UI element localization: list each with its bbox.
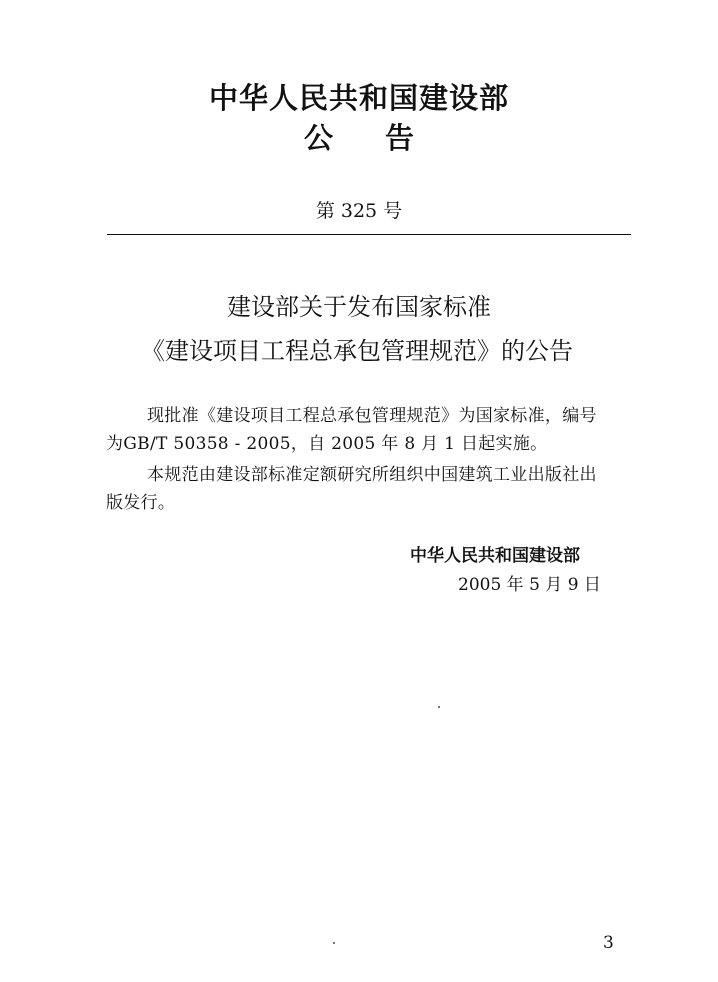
- scan-speck: [333, 942, 335, 944]
- body-paragraph-1-line-1: 现批准《建设项目工程总承包管理规范》为国家标准，编号: [147, 406, 597, 426]
- signing-authority: 中华人民共和国建设部: [410, 546, 580, 566]
- notice-number: 第 325 号: [315, 200, 403, 222]
- subject-line-2: 《建设项目工程总承包管理规范》的公告: [141, 337, 573, 365]
- body-paragraph-1-line-2: 为GB/T 50358 - 2005，自 2005 年 8 月 1 日起实施。: [106, 434, 548, 454]
- scan-speck: [438, 706, 440, 708]
- page-number: 3: [603, 933, 614, 953]
- header-divider: [107, 234, 631, 235]
- body-paragraph-2-line-1: 本规范由建设部标准定额研究所组织中国建筑工业出版社出: [147, 465, 597, 485]
- notice-title: 公告: [303, 121, 466, 155]
- body-paragraph-2-line-2: 版发行。: [106, 493, 176, 513]
- signing-date: 2005 年 5 月 9 日: [458, 575, 601, 595]
- issuing-authority: 中华人民共和国建设部: [208, 81, 509, 115]
- subject-line-1: 建设部关于发布国家标准: [227, 293, 491, 321]
